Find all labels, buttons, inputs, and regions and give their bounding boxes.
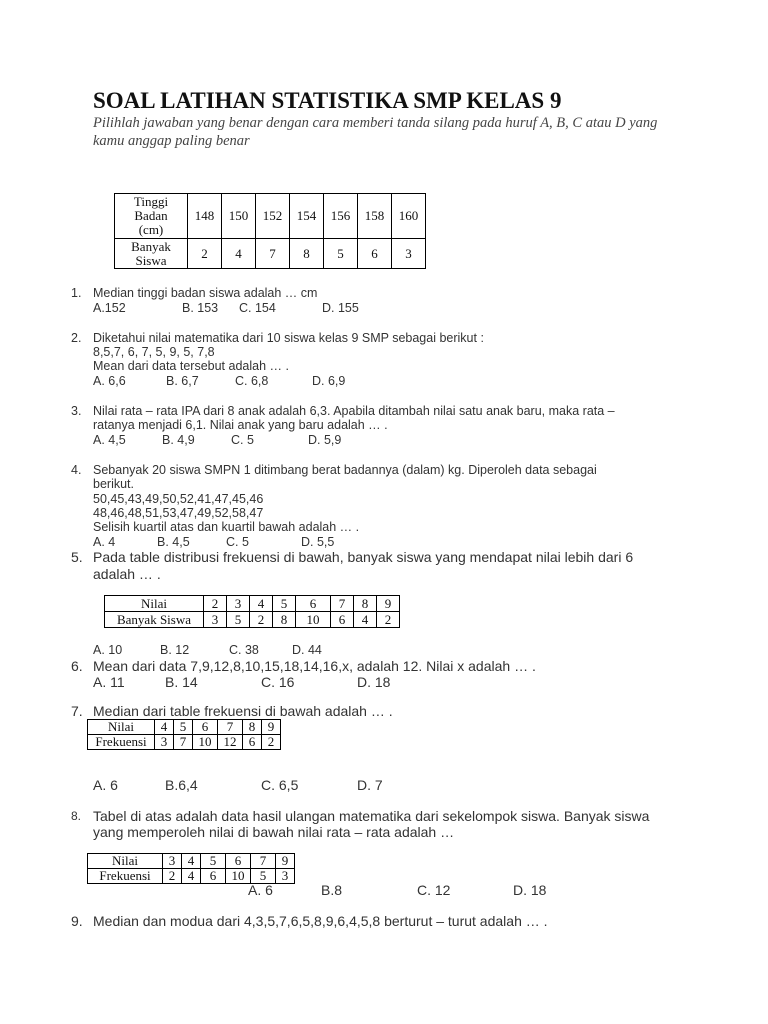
table-header-cell: Banyak Siswa: [115, 239, 188, 269]
table-cell: 8: [273, 612, 296, 628]
option-b[interactable]: B. 6,7: [166, 374, 199, 388]
table-cell: 10: [226, 869, 251, 884]
table-cell: 6: [201, 869, 226, 884]
question-text: Pada table distribusi frekuensi di bawah, banyak siswa yang mendapat nilai lebih dari 6: [93, 549, 634, 565]
question-text: adalah … .: [93, 566, 161, 582]
option-c[interactable]: C. 12: [417, 882, 451, 898]
table-cell: 5: [174, 720, 193, 735]
table-cell: 4: [250, 596, 273, 612]
option-b[interactable]: B. 4,9: [162, 433, 195, 447]
table-row: [115, 239, 426, 269]
table-header-cell: Frekuensi: [88, 735, 155, 750]
table-cell: 4: [155, 720, 174, 735]
below-mean-frequency-table: [87, 853, 295, 884]
option-b[interactable]: B. 12: [160, 643, 190, 657]
question-text: Mean dari data tersebut adalah … .: [93, 359, 289, 373]
table-cell: 8: [354, 596, 377, 612]
table-cell: 2: [163, 869, 182, 884]
table-cell: 6: [193, 720, 218, 735]
question-number: 6.: [71, 658, 83, 674]
table-row: [88, 735, 281, 750]
table-cell: 6: [296, 596, 331, 612]
question-number: 1.: [71, 286, 82, 300]
table-cell: 6: [358, 239, 392, 269]
table-header-cell: Tinggi Badan (cm): [115, 194, 188, 239]
option-c[interactable]: C. 16: [261, 674, 295, 690]
table-cell: 160: [392, 194, 426, 239]
table-cell: 7: [256, 239, 290, 269]
question-text: berikut.: [93, 477, 134, 491]
option-d[interactable]: D. 18: [357, 674, 391, 690]
table-cell: 7: [251, 854, 276, 869]
table-cell: 5: [201, 854, 226, 869]
option-d[interactable]: D. 5,9: [308, 433, 342, 447]
table-cell: 9: [276, 854, 295, 869]
option-a[interactable]: A.152: [93, 301, 126, 315]
table-cell: 6: [243, 735, 262, 750]
question-text: ratanya menjadi 6,1. Nilai anak yang baru adalah … .: [93, 418, 388, 432]
table-cell: 5: [227, 612, 250, 628]
table-row: [88, 854, 295, 869]
table-cell: 5: [273, 596, 296, 612]
question-text: Median dan modua dari 4,3,5,7,6,5,8,9,6,4,5,8 berturut – turut adalah … .: [93, 913, 548, 929]
question-text: Median dari table frekuensi di bawah adalah … .: [93, 703, 393, 719]
table-cell: 3: [163, 854, 182, 869]
question-number: 2.: [71, 331, 82, 345]
question-text: Sebanyak 20 siswa SMPN 1 ditimbang berat badannya (dalam) kg. Diperoleh data sebagai: [93, 463, 597, 477]
height-frequency-table: [114, 193, 426, 269]
question-number: 8.: [71, 809, 82, 823]
table-row: [105, 596, 400, 612]
table-cell: 3: [204, 612, 227, 628]
table-cell: 154: [290, 194, 324, 239]
option-c[interactable]: C. 5: [226, 535, 249, 549]
option-a[interactable]: A. 6: [248, 882, 273, 898]
table-cell: 10: [193, 735, 218, 750]
table-cell: 4: [182, 854, 201, 869]
table-cell: 158: [358, 194, 392, 239]
table-cell: 4: [354, 612, 377, 628]
table-header-cell: Banyak Siswa: [105, 612, 204, 628]
table-cell: 3: [155, 735, 174, 750]
table-header-cell: Nilai: [88, 854, 163, 869]
option-a[interactable]: A. 11: [93, 674, 125, 690]
score-frequency-table: [104, 595, 400, 628]
option-d[interactable]: D. 7: [357, 777, 383, 793]
question-text: yang memperoleh nilai di bawah nilai rata – rata adalah …: [93, 824, 455, 840]
option-d[interactable]: D. 155: [322, 301, 359, 315]
option-c[interactable]: C. 6,5: [261, 777, 299, 793]
question-text: Diketahui nilai matematika dari 10 siswa kelas 9 SMP sebagai berikut :: [93, 331, 484, 345]
question-text: 8,5,7, 6, 7, 5, 9, 5, 7,8: [93, 345, 215, 359]
table-cell: 9: [377, 596, 400, 612]
table-cell: 12: [218, 735, 243, 750]
table-row: [115, 194, 426, 239]
option-d[interactable]: D. 6,9: [312, 374, 346, 388]
question-text: 48,46,48,51,53,47,49,52,58,47: [93, 506, 264, 520]
table-cell: 6: [331, 612, 354, 628]
table-cell: 7: [218, 720, 243, 735]
option-a[interactable]: A. 6,6: [93, 374, 126, 388]
table-cell: 3: [227, 596, 250, 612]
question-text: 50,45,43,49,50,52,41,47,45,46: [93, 492, 264, 506]
option-c[interactable]: C. 6,8: [235, 374, 269, 388]
table-cell: 2: [188, 239, 222, 269]
question-number: 5.: [71, 549, 83, 565]
question-text: Tabel di atas adalah data hasil ulangan matematika dari sekelompok siswa. Banyak siswa: [93, 808, 650, 824]
table-cell: 6: [226, 854, 251, 869]
option-b[interactable]: B. 153: [182, 301, 219, 315]
table-cell: 150: [222, 194, 256, 239]
table-cell: 5: [324, 239, 358, 269]
table-cell: 7: [331, 596, 354, 612]
option-b[interactable]: B.8: [321, 882, 343, 898]
option-c[interactable]: C. 38: [229, 643, 259, 657]
question-number: 7.: [71, 703, 83, 719]
table-cell: 4: [222, 239, 256, 269]
table-cell: 3: [276, 869, 295, 884]
table-cell: 156: [324, 194, 358, 239]
table-cell: 152: [256, 194, 290, 239]
question-text: Median tinggi badan siswa adalah … cm: [93, 286, 318, 300]
table-row: [88, 720, 281, 735]
table-cell: 8: [290, 239, 324, 269]
option-a[interactable]: A. 10: [93, 643, 123, 657]
table-cell: 2: [262, 735, 281, 750]
table-cell: 10: [296, 612, 331, 628]
table-cell: 9: [262, 720, 281, 735]
question-text: Nilai rata – rata IPA dari 8 anak adalah 6,3. Apabila ditambah nilai satu anak baru, maka rata –: [93, 404, 615, 418]
table-cell: 2: [377, 612, 400, 628]
option-c[interactable]: C. 154: [239, 301, 276, 315]
table-header-cell: Frekuensi: [88, 869, 163, 884]
question-text: Mean dari data 7,9,12,8,10,15,18,14,16,x, adalah 12. Nilai x adalah … .: [93, 658, 536, 674]
option-d[interactable]: D. 5,5: [301, 535, 335, 549]
question-text: Selisih kuartil atas dan kuartil bawah adalah … .: [93, 520, 360, 534]
table-header-cell: Nilai: [105, 596, 204, 612]
option-a[interactable]: A. 4,5: [93, 433, 126, 447]
option-b[interactable]: B.6,4: [165, 777, 198, 793]
table-cell: 7: [174, 735, 193, 750]
option-b[interactable]: B. 14: [165, 674, 198, 690]
question-number: 3.: [71, 404, 82, 418]
instruction-text: Pilihlah jawaban yang benar dengan cara memberi tanda silang pada huruf A, B, C atau D yang kamu anggap paling benar: [93, 115, 658, 149]
table-cell: 3: [392, 239, 426, 269]
table-row: [105, 612, 400, 628]
question-number: 4.: [71, 463, 82, 477]
table-cell: 2: [250, 612, 273, 628]
option-a[interactable]: A. 6: [93, 777, 118, 793]
option-a[interactable]: A. 4: [93, 535, 116, 549]
table-cell: 4: [182, 869, 201, 884]
question-number: 9.: [71, 913, 83, 929]
option-d[interactable]: D. 44: [292, 643, 322, 657]
table-cell: 5: [251, 869, 276, 884]
page-title: SOAL LATIHAN STATISTIKA SMP KELAS 9: [93, 88, 562, 113]
option-c[interactable]: C. 5: [231, 433, 254, 447]
option-d[interactable]: D. 18: [513, 882, 547, 898]
table-header-cell: Nilai: [88, 720, 155, 735]
median-frequency-table: [87, 719, 281, 750]
table-cell: 148: [188, 194, 222, 239]
option-b[interactable]: B. 4,5: [157, 535, 190, 549]
table-cell: 8: [243, 720, 262, 735]
table-cell: 2: [204, 596, 227, 612]
